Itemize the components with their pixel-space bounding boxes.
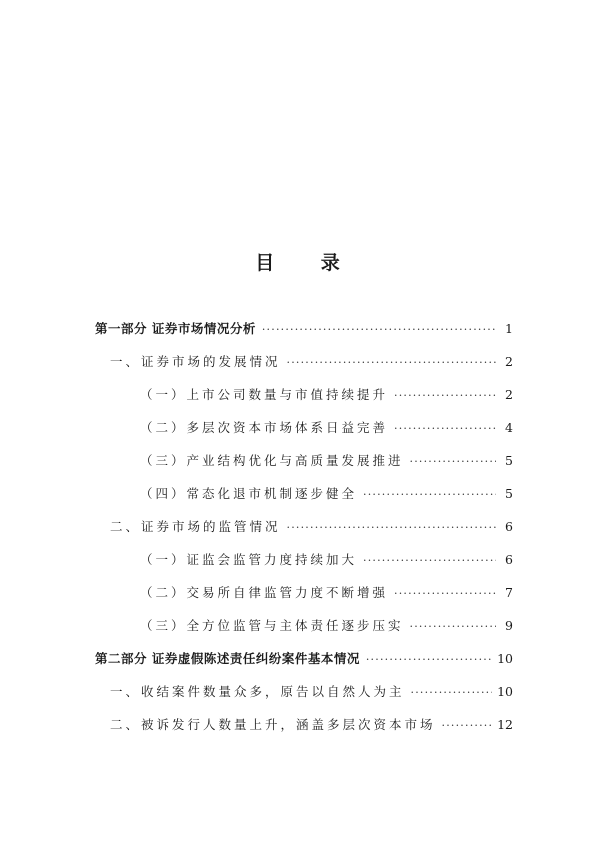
toc-page-number: 1 (505, 321, 513, 336)
toc-page-number: 2 (505, 387, 513, 402)
toc-entry[interactable] (140, 615, 513, 637)
dot-leader (410, 451, 496, 473)
toc-page-number: 5 (505, 453, 513, 468)
toc-entry-label: （四）常态化退市机制逐步健全 (140, 486, 358, 501)
toc-page-number: 9 (505, 618, 513, 633)
dot-leader (394, 418, 496, 440)
toc-page-number: 4 (505, 420, 513, 435)
toc-entry-label: 一、收结案件数量众多，原告以自然人为主 (110, 684, 405, 699)
toc-entry-label: （一）证监会监管力度持续加大 (140, 552, 358, 567)
toc-entry[interactable] (110, 681, 513, 703)
toc-entry[interactable] (140, 483, 513, 505)
dot-leader (411, 682, 493, 704)
dot-leader (394, 385, 496, 407)
toc-title: 目 录 (255, 252, 360, 274)
toc-entry-label: 第一部分 证券市场情况分析 (95, 321, 256, 336)
toc-page-number: 10 (497, 651, 513, 666)
toc-entry[interactable] (140, 384, 513, 406)
toc-entry[interactable] (110, 351, 513, 373)
toc-page-number: 6 (505, 552, 513, 567)
toc-page-number: 5 (505, 486, 513, 501)
toc-page-number: 6 (505, 519, 513, 534)
toc-entry[interactable] (110, 516, 513, 538)
toc-entry-label: （三）产业结构优化与高质量发展推进 (140, 453, 404, 468)
dot-leader (262, 319, 496, 341)
toc-entry[interactable] (95, 318, 513, 340)
dot-leader (394, 583, 496, 605)
toc-entry-label: 第二部分 证券虚假陈述责任纠纷案件基本情况 (95, 651, 360, 666)
dot-leader (287, 352, 496, 374)
toc-entry[interactable] (140, 417, 513, 439)
toc-entry-label: （一）上市公司数量与市值持续提升 (140, 387, 389, 402)
toc-entry[interactable] (140, 582, 513, 604)
toc-entry-label: （二）交易所自律监管力度不断增强 (140, 585, 389, 600)
dot-leader (366, 649, 492, 671)
toc-entry-label: 二、证券市场的监管情况 (110, 519, 281, 534)
dot-leader (363, 484, 496, 506)
toc-entry-label: 一、证券市场的发展情况 (110, 354, 281, 369)
toc-entry-label: 二、被诉发行人数量上升，涵盖多层次资本市场 (110, 717, 436, 732)
toc-entry-label: （二）多层次资本市场体系日益完善 (140, 420, 389, 435)
toc-page-number: 12 (497, 717, 513, 732)
toc-entry[interactable] (140, 549, 513, 571)
toc-entry[interactable] (95, 648, 513, 670)
toc-page-number: 2 (505, 354, 513, 369)
dot-leader (287, 517, 496, 539)
dot-leader (363, 550, 496, 572)
toc-page-number: 7 (505, 585, 513, 600)
toc-entry[interactable] (110, 714, 513, 736)
dot-leader (442, 715, 493, 737)
toc-entry-label: （三）全方位监管与主体责任逐步压实 (140, 618, 404, 633)
dot-leader (410, 616, 496, 638)
toc-page-number: 10 (497, 684, 513, 699)
toc-entry[interactable] (140, 450, 513, 472)
